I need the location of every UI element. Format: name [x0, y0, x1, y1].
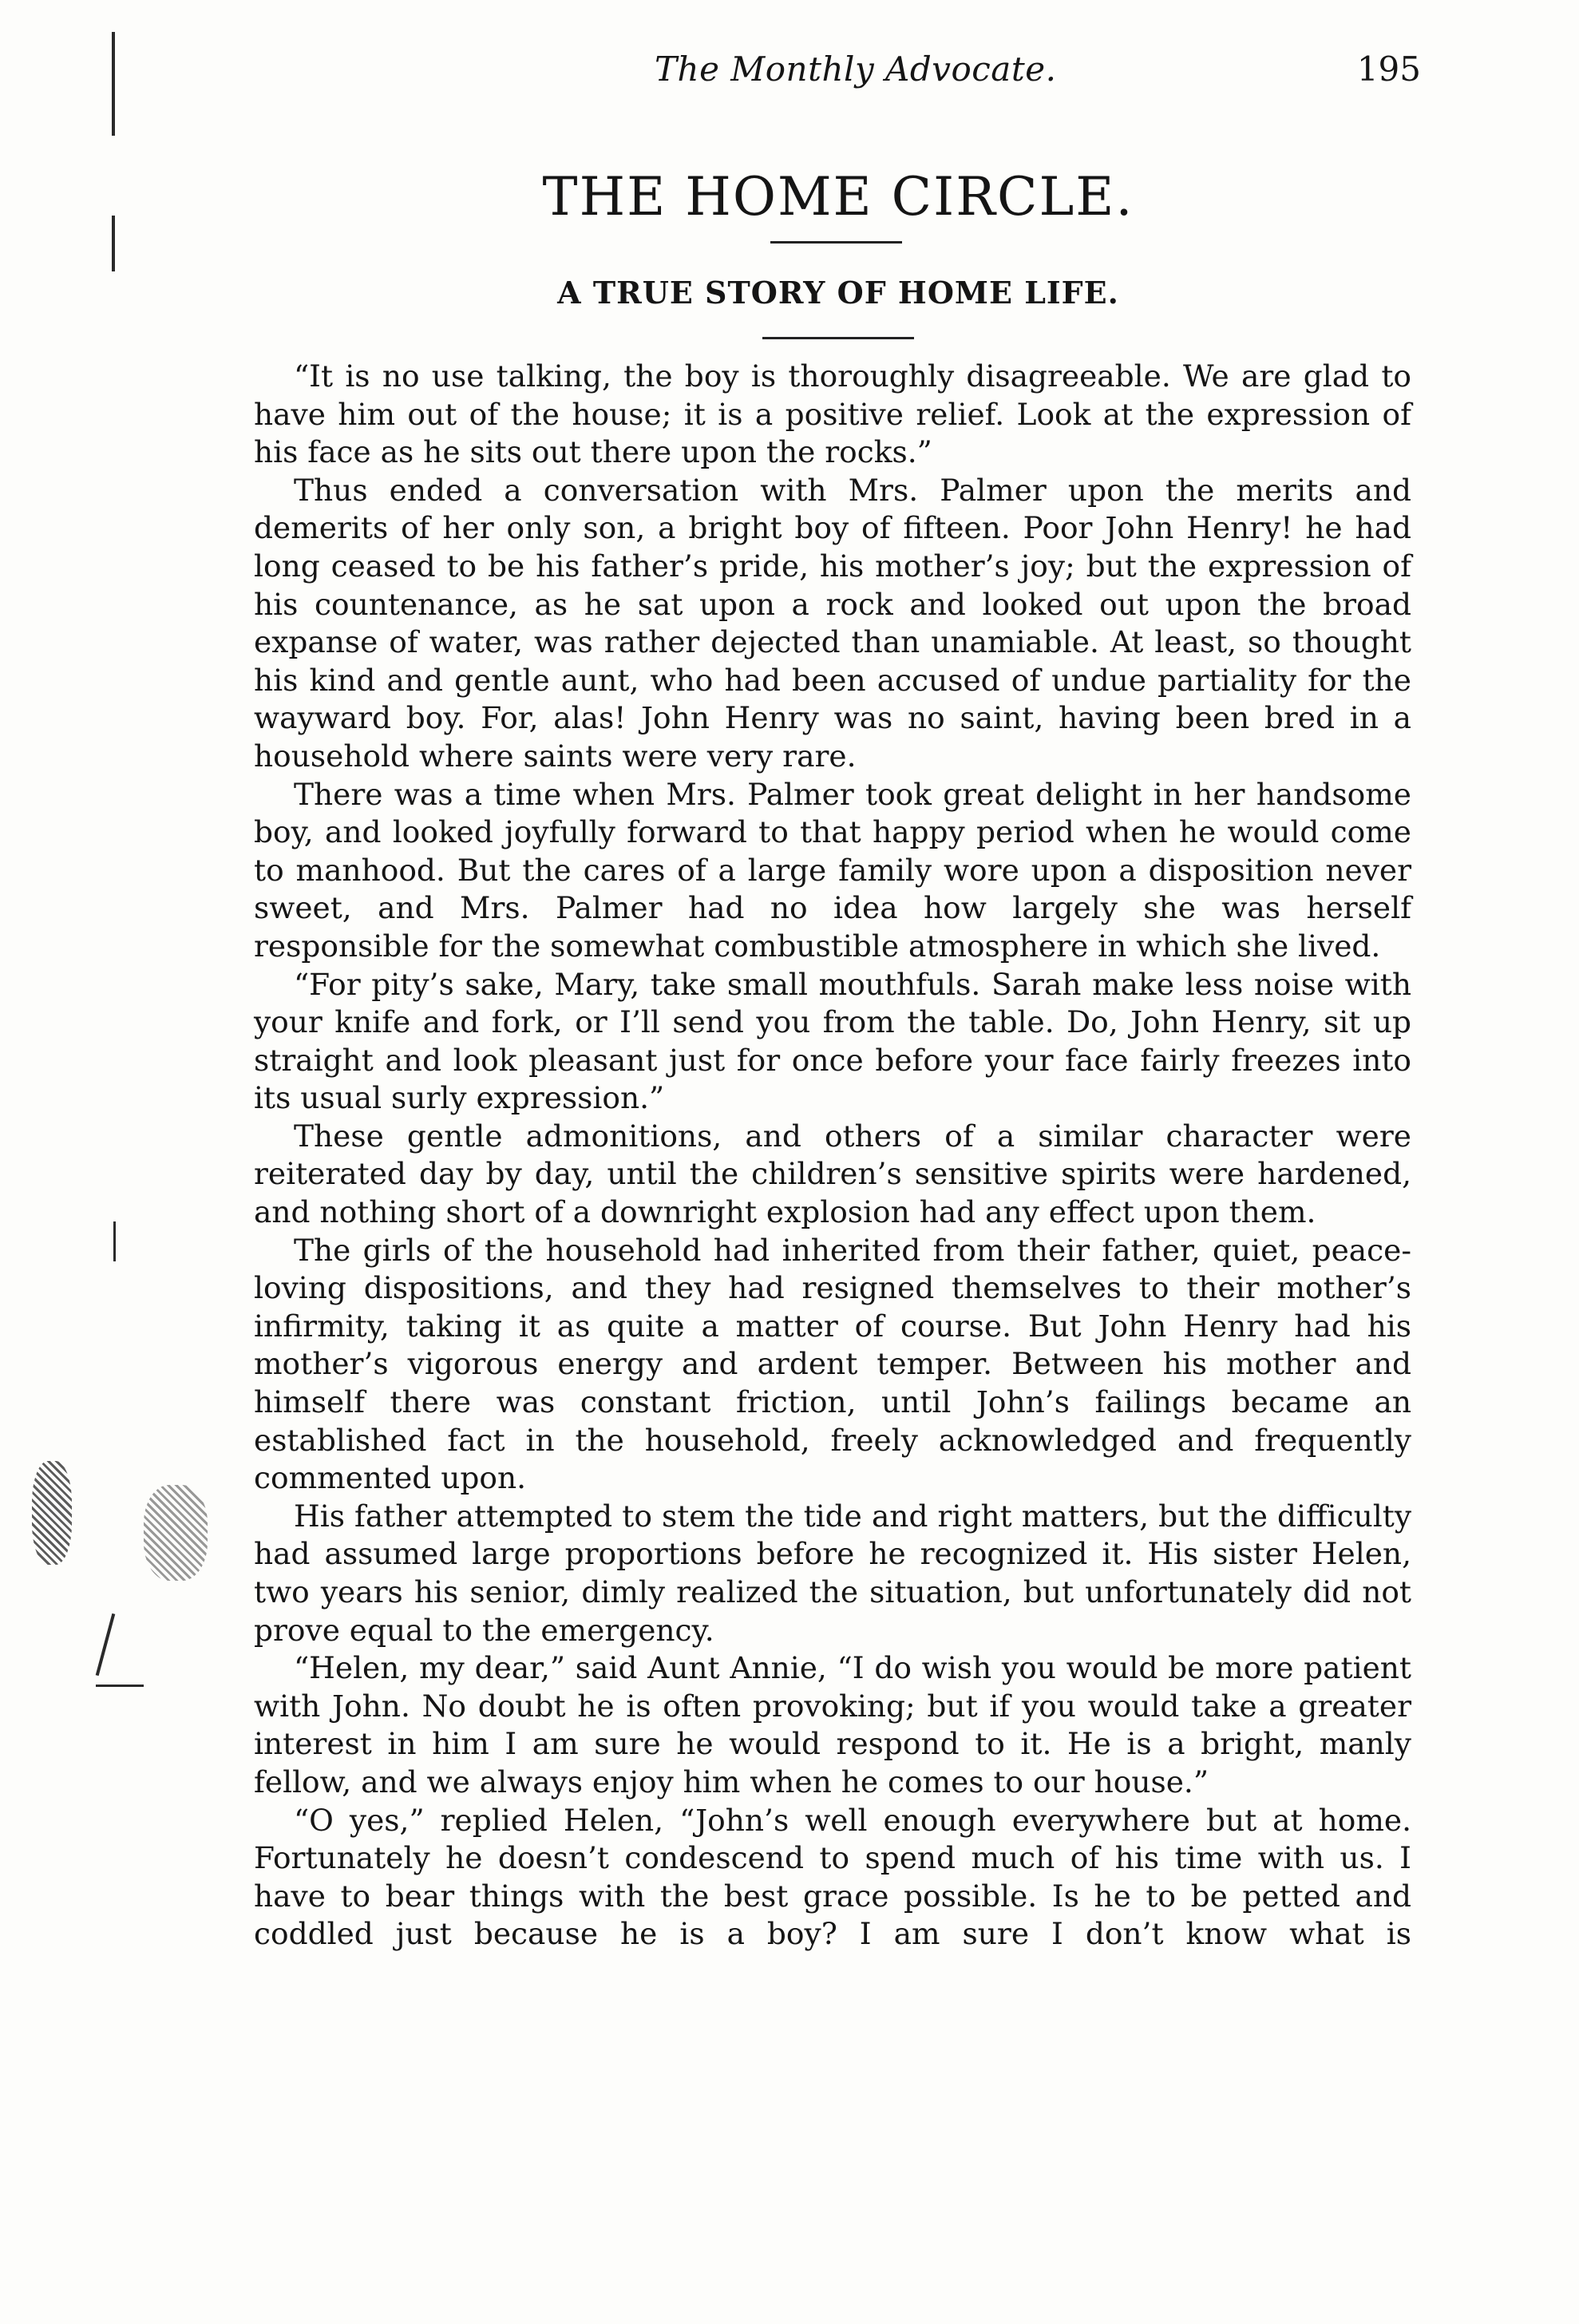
margin-bracket-mark: [96, 1613, 116, 1676]
paragraph: Thus ended a conversation with Mrs. Palmer upon the merits and demerits of her only son, a bright boy of fifteen. Poor John Henry! he had long ceased to be his father’s pride, his mother’s joy; but the expression of his countenance, as he sat upon a rock and looked out upon the broad expanse of water, was rather dejected than unamiable. At least, so thought his kind and gentle aunt, who had been accused of undue partiality for the wayward boy. For, alas! John Henry was no saint, having been bred in a household where saints were very rare.: [254, 472, 1411, 774]
margin-line-mark: [113, 1221, 116, 1261]
article-body: [254, 358, 1411, 1954]
margin-bracket-mark: [96, 1685, 144, 1687]
paragraph: The girls of the household had inherited from their father, quiet, peace-loving dispositions, and they had resigned themselves to their mother’s infirmity, taking it as quite a matter of course. But John Henry had his mother’s vigorous energy and ardent temper. Between his mother and himself there was constant friction, until John’s failings became an established fact in the household, freely acknowledged and frequently commented upon.: [254, 1232, 1411, 1496]
paragraph: His father attempted to stem the tide and right matters, but the difficulty had assumed large proportions before he recognized it. His sister Helen, two years his senior, dimly realized the situation, but unfortunately did not prove equal to the emergency.: [254, 1498, 1411, 1648]
paragraph: There was a time when Mrs. Palmer took great delight in her handsome boy, and looked joyfully forward to that happy period when he would come to manhood. But the cares of a large family wore upon a disposition never sweet, and Mrs. Palmer had no idea how largely she was herself responsible for the somewhat combustible atmosphere in which she lived.: [254, 776, 1411, 964]
section-title: THE HOME CIRCLE.: [542, 166, 1134, 228]
running-title: The Monthly Advocate.: [655, 49, 1057, 89]
paragraph: “Helen, my dear,” said Aunt Annie, “I do wish you would be more patient with John. No doubt he is often provoking; but if you would take a greater interest in him I am sure he would respond to it. He is a bright, manly fellow, and we always enjoy him when he comes to our house.”: [254, 1650, 1411, 1799]
paragraph: These gentle admonitions, and others of a similar character were reiterated day by day, until the children’s sensitive spirits were hardened, and nothing short of a downright explosion had any effect upon them.: [254, 1118, 1411, 1230]
margin-ink-blot: [32, 1461, 72, 1565]
story-subtitle: A TRUE STORY OF HOME LIFE.: [557, 275, 1119, 311]
paragraph: “It is no use talking, the boy is thoroughly disagreeable. We are glad to have him out of the house; it is a positive relief. Look at the expression of his face as he sits out there upon the rocks.”: [254, 358, 1411, 470]
paragraph: “O yes,” replied Helen, “John’s well enough everywhere but at home. Fortunately he doesn’t condescend to spend much of his time with us. I have to bear things with the best grace possible. Is he to be petted and coddled just because he is a boy? I am sure I don’t know what is: [254, 1802, 1411, 1952]
margin-line-mark: [112, 32, 115, 136]
margin-ink-blot: [144, 1485, 208, 1581]
page-header: [655, 49, 1421, 97]
paragraph: “For pity’s sake, Mary, take small mouthfuls. Sarah make less noise with your knife and fork, or I’ll send you from the table. Do, John Henry, sit up straight and look pleasant just for once before your face fairly freezes into its usual surly expression.”: [254, 966, 1411, 1116]
page-number: 195: [1356, 49, 1421, 89]
subtitle-rule: [762, 337, 914, 339]
title-rule: [770, 241, 902, 243]
